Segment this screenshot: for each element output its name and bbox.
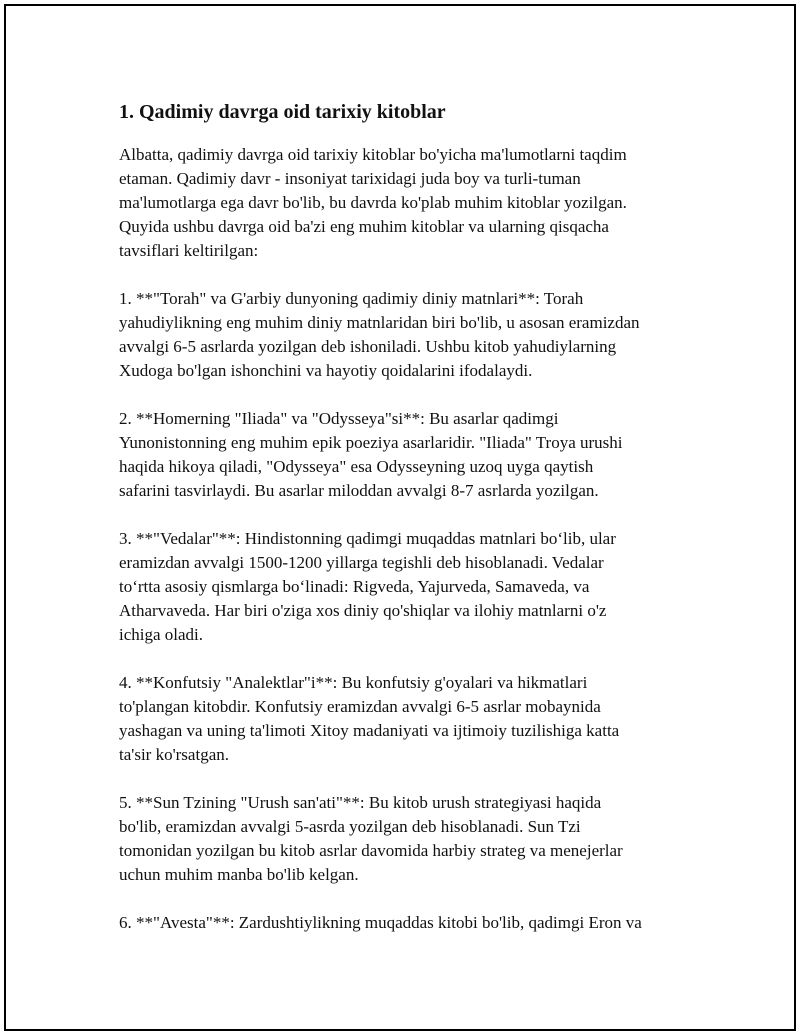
text-line: to‘rtta asosiy qismlarga bo‘linadi: Rigveda, Yajurveda, Samaveda, va	[119, 577, 590, 596]
text-line: 5. **Sun Tzining "Urush san'ati"**: Bu kitob urush strategiyasi haqida	[119, 793, 602, 812]
page-title: 1. Qadimiy davrga oid tarixiy kitoblar	[119, 101, 446, 123]
paragraph-item-2	[119, 407, 699, 503]
text-line: Albatta, qadimiy davrga oid tarixiy kitoblar bo'yicha ma'lumotlarni taqdim	[119, 145, 627, 164]
document-page	[4, 4, 796, 1031]
paragraph-item-3	[119, 527, 699, 647]
text-line: ma'lumotlarga ega davr bo'lib, bu davrda ko'plab muhim kitoblar yozilgan.	[119, 193, 627, 212]
paragraph-intro	[119, 143, 699, 263]
text-line: eramizdan avvalgi 1500-1200 yillarga tegishli deb hisoblanadi. Vedalar	[119, 553, 604, 572]
text-line: 3. **"Vedalar"**: Hindistonning qadimgi muqaddas matnlari bo‘lib, ular	[119, 529, 616, 548]
text-line: Atharvaveda. Har biri o'ziga xos diniy qo'shiqlar va ilohiy matnlarni o'z	[119, 601, 607, 620]
text-line: 4. **Konfutsiy "Analektlar"i**: Bu konfutsiy g'oyalari va hikmatlari	[119, 673, 588, 692]
text-line: 6. **"Avesta"**: Zardushtiylikning muqaddas kitobi bo'lib, qadimgi Eron va	[119, 913, 642, 932]
text-line: Quyida ushbu davrga oid ba'zi eng muhim kitoblar va ularning qisqacha	[119, 217, 609, 236]
text-line: Xudoga bo'lgan ishonchini va hayotiy qoidalarini ifodalaydi.	[119, 361, 533, 380]
text-line: yahudiylikning eng muhim diniy matnlaridan biri bo'lib, u asosan eramizdan	[119, 313, 640, 332]
paragraph-item-4	[119, 671, 699, 767]
text-line: Yunonistonning eng muhim epik poeziya asarlaridir. "Iliada" Troya urushi	[119, 433, 623, 452]
paragraph-item-1	[119, 287, 699, 383]
text-line: 1. **"Torah" va G'arbiy dunyoning qadimiy diniy matnlari**: Torah	[119, 289, 584, 308]
text-line: yashagan va uning ta'limoti Xitoy madaniyati va ijtimoiy tuzilishiga katta	[119, 721, 620, 740]
text-line: 2. **Homerning "Iliada" va "Odysseya"si**: Bu asarlar qadimgi	[119, 409, 559, 428]
paragraph-item-6	[119, 911, 699, 935]
text-line: bo'lib, eramizdan avvalgi 5-asrda yozilgan deb hisoblanadi. Sun Tzi	[119, 817, 581, 836]
text-line: etaman. Qadimiy davr - insoniyat tarixidagi juda boy va turli-tuman	[119, 169, 581, 188]
text-line: avvalgi 6-5 asrlarda yozilgan deb ishoniladi. Ushbu kitob yahudiylarning	[119, 337, 617, 356]
paragraph-item-5	[119, 791, 699, 887]
text-line: tomonidan yozilgan bu kitob asrlar davomida harbiy strateg va menejerlar	[119, 841, 623, 860]
text-line: uchun muhim manba bo'lib kelgan.	[119, 865, 359, 884]
text-line: safarini tasvirlaydi. Bu asarlar miloddan avvalgi 8-7 asrlarda yozilgan.	[119, 481, 599, 500]
document-content	[119, 98, 699, 959]
text-line: to'plangan kitobdir. Konfutsiy eramizdan avvalgi 6-5 asrlar mobaynida	[119, 697, 601, 716]
text-line: tavsiflari keltirilgan:	[119, 241, 259, 260]
text-line: haqida hikoya qiladi, "Odysseya" esa Odysseyning uzoq uyga qaytish	[119, 457, 594, 476]
text-line: ichiga oladi.	[119, 625, 204, 644]
text-line: ta'sir ko'rsatgan.	[119, 745, 229, 764]
